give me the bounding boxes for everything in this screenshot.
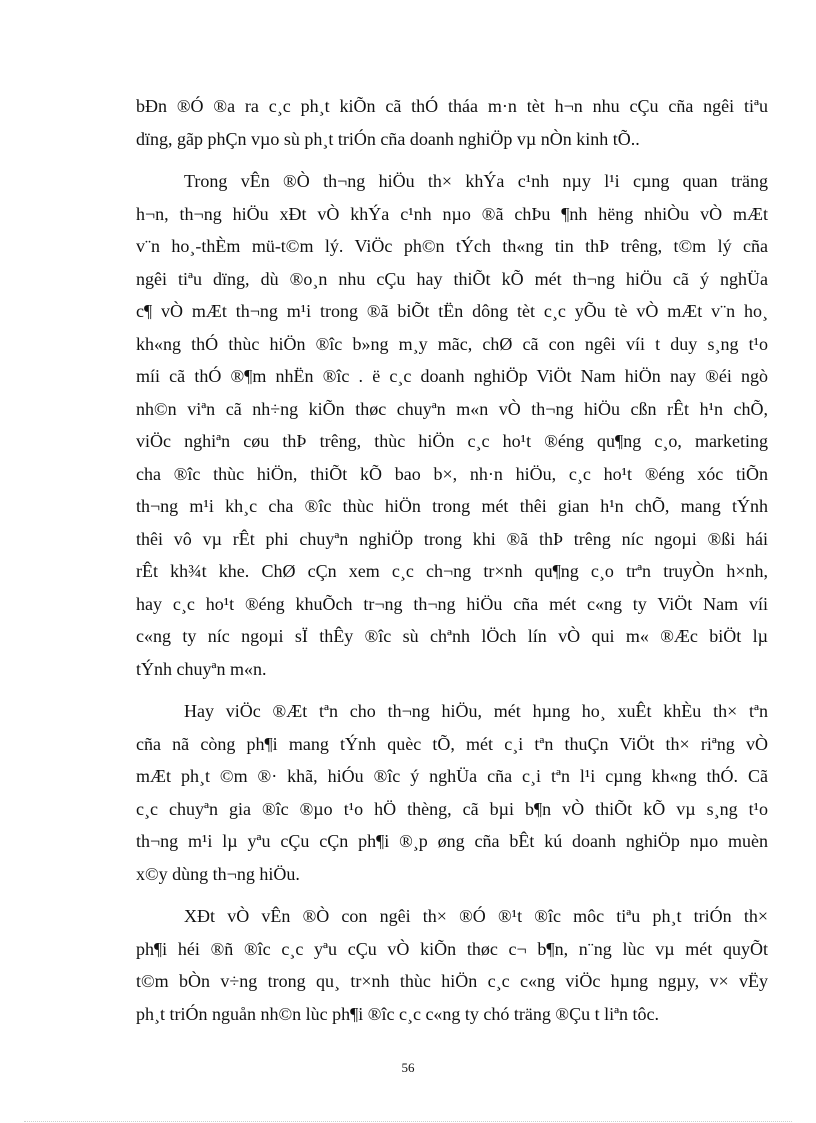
text-line: tÝnh chuyªn m«n. — [136, 658, 267, 679]
text-line: Hay viÖc ®Æt tªn cho th¬ng hiÖu, mét hµng ho¸ xuÊt khÈu th× tªn — [184, 701, 768, 721]
paragraph-1 — [136, 90, 768, 155]
text-line: thêi vô vµ rÊt phi chuyªn nghiÖp trong khi ®ã thÞ trêng níc ngoµi ®ßi hái — [136, 528, 768, 549]
text-line: cña nã còng ph¶i mang tÝnh quèc tÕ, mét c¸i tªn thuÇn ViÖt th× riªng vÒ — [136, 733, 768, 754]
text-line: rÊt kh¾t khe. ChØ cÇn xem c¸c ch¬ng tr×nh qu¶ng c¸o trªn truyÒn h×nh, — [136, 561, 768, 581]
text-line: Trong vÊn ®Ò th¬ng hiÖu th× khÝa c¹nh nµy l¹i cµng quan träng — [184, 171, 768, 191]
text-line: míi cã thÓ ®¶m nhËn ®îc . ë c¸c doanh nghiÖp ViÖt Nam hiÖn nay ®éi ngò — [136, 366, 768, 386]
text-line: dïng, gãp phÇn vµo sù ph¸t triÓn cña doanh nghiÖp vµ nÒn kinh tÕ.. — [136, 128, 640, 149]
text-line: cha ®îc thùc hiÖn, thiÕt kÕ bao b×, nh·n hiÖu, c¸c ho¹t ®éng xóc tiÕn — [136, 463, 768, 484]
text-line: v¨n ho¸-thÈm mü-t©m lý. ViÖc ph©n tÝch th«ng tin thÞ trêng, t©m lý cña — [136, 236, 768, 256]
text-line: ngêi tiªu dïng, dù ®o¸n nhu cÇu hay thiÕt kÕ mét th¬ng hiÖu cã ý nghÜa — [136, 268, 768, 289]
text-line: th¬ng m¹i lµ yªu cÇu cÇn ph¶i ®¸p øng cña bÊt kú doanh nghiÖp nµo muèn — [136, 831, 768, 851]
text-line: ph¸t triÓn nguån nh©n lùc ph¶i ®îc c¸c c«ng ty chó träng ®Çu t liªn tôc. — [136, 1003, 660, 1024]
text-line: nh©n viªn cã nh÷ng kiÕn thøc chuyªn m«n vÒ th¬ng hiÖu cßn rÊt h¹n chÕ, — [136, 398, 768, 419]
paragraph-4 — [136, 900, 768, 1030]
page-number: 56 — [401, 1060, 415, 1075]
text-line: c¶ vÒ mÆt th¬ng m¹i trong ®ã biÕt tËn dông tèt c¸c yÕu tè vÒ mÆt v¨n ho¸ — [136, 301, 768, 321]
paragraph-3 — [136, 695, 768, 890]
text-line: viÖc nghiªn cøu thÞ trêng, thùc hiÖn c¸c ho¹t ®éng qu¶ng c¸o, marketing — [136, 431, 768, 451]
text-line: c«ng ty níc ngoµi sÏ thÊy ®îc sù chªnh lÖch lín vÒ qui m« ®Æc biÖt lµ — [136, 626, 768, 646]
body-text — [136, 90, 768, 1040]
text-line: h¬n, th¬ng hiÖu xÐt vÒ khÝa c¹nh nµo ®ã chÞu ¶nh hëng nhiÒu vÒ mÆt — [136, 203, 768, 224]
text-line: mÆt ph¸t ©m ®· khã, hiÓu ®îc ý nghÜa cña c¸i tªn l¹i cµng kh«ng thÓ. Cã — [136, 766, 768, 786]
text-line: XÐt vÒ vÊn ®Ò con ngêi th× ®Ó ®¹t ®îc môc tiªu ph¸t triÓn th× — [184, 906, 768, 926]
text-line: bÐn ®Ó ®a ra c¸c ph¸t kiÕn cã thÓ tháa m·n tèt h¬n nhu cÇu cña ngêi tiªu — [136, 96, 768, 116]
text-line: kh«ng thÓ thùc hiÖn ®îc b»ng m¸y mãc, chØ cã con ngêi víi t duy s¸ng t¹o — [136, 333, 768, 354]
paragraph-2 — [136, 165, 768, 685]
page-bottom-divider — [24, 1121, 792, 1122]
text-line: x©y dùng th¬ng hiÖu. — [136, 863, 300, 884]
text-line: hay c¸c ho¹t ®éng khuÕch tr¬ng th¬ng hiÖu cña mét c«ng ty ViÖt Nam víi — [136, 593, 768, 614]
text-line: t©m bÒn v÷ng trong qu¸ tr×nh thùc hiÖn c¸c c«ng viÖc hµng ngµy, v× vËy — [136, 971, 768, 991]
text-line: ph¶i héi ®ñ ®îc c¸c yªu cÇu vÒ kiÕn thøc c¬ b¶n, n¨ng lùc vµ mét quyÕt — [136, 938, 768, 959]
text-line: c¸c chuyªn gia ®îc ®µo t¹o hÖ thèng, cã bµi b¶n vÒ thiÕt kÕ vµ s¸ng t¹o — [136, 798, 768, 819]
text-line: th¬ng m¹i kh¸c cha ®îc thùc hiÖn trong mét thêi gian h¹n chÕ, mang tÝnh — [136, 496, 768, 516]
